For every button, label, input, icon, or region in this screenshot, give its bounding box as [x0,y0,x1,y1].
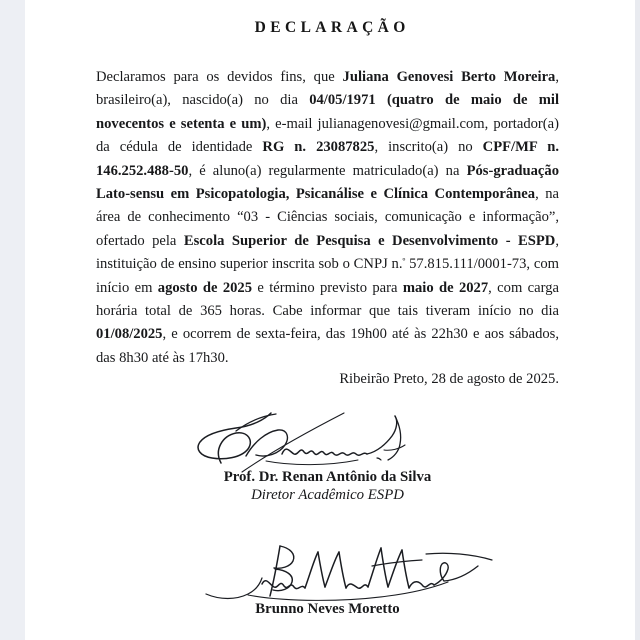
paragraph-run-14: 57.815.111/0001-73, com início em [96,256,559,296]
handwritten-signature-icon [96,408,559,474]
paragraph-run-20: , e ocorrem de sexta-feira, das 19h00 até às 22h30 e aos sábados, das 8h30 até às 17h30. [96,326,559,366]
signatory-name: Prof. Dr. Renan Antônio da Silva [223,469,432,485]
paragraph-run-6: , inscrito(a) no [374,139,483,156]
paragraph-run-10: , na área de conhecimento “03 - Ciências sociais, comunicação e informação”, ofertado pela [96,186,559,249]
paragraph-run-1: Juliana Genovesi Berto Moreira [342,69,556,85]
paragraph-run-15: agosto de 2025 [157,279,253,296]
place-and-date: Ribeirão Preto, 28 de agosto de 2025. [339,371,559,387]
paragraph-run-2: , brasileiro(a), nascido(a) no dia [96,69,559,109]
paragraph-run-16: e término previsto para [252,279,403,296]
page-title: DECLARAÇÃO [254,19,410,36]
paragraph-run-18: , com carga horária total de 365 horas. Cabe informar que tais tiveram início no dia [96,279,559,320]
paragraph-run-5: RG n. 23087825 [262,139,375,156]
paragraph-run-11: Escola Superior de Pesquisa e Desenvolvimento - ESPD [183,232,556,249]
signatory-role: Diretor Acadêmico ESPD [251,487,404,503]
paragraph-run-0: Declaramos para os devidos fins, que [96,69,343,85]
signature-block-director [96,408,559,505]
paragraph-run-3: 04/05/1971 (quatro de maio de mil novecentos e setenta e um) [96,92,560,132]
left-margin-gutter [0,0,25,640]
right-margin-gutter [635,0,640,640]
document-page [25,0,635,640]
handwritten-signature-icon [96,538,559,604]
paragraph-run-12: , instituição de ensino superior inscrita sob o CNPJ n. [96,232,559,273]
paragraph-run-19: 01/08/2025 [96,326,163,343]
paragraph-run-17: maio de 2027 [402,279,489,296]
paragraph-run-8: , é aluno(a) regularmente matriculado(a) na [188,162,467,179]
signatory-name: Brunno Neves Moretto [255,601,400,617]
paragraph-run-7: CPF/MF n. 146.252.488-50 [96,139,560,179]
paragraph-run-4: , e-mail julianagenovesi@gmail.com, portador(a) da cédula de identidade [96,115,559,156]
paragraph-run-9: Pós-graduação Lato-sensu em Psicopatologia, Psicanálise e Clínica Contemporânea [96,162,559,203]
paragraph-run-13: º [402,256,406,267]
signature-block-second [96,538,559,618]
declaration-body-paragraph [96,66,559,370]
